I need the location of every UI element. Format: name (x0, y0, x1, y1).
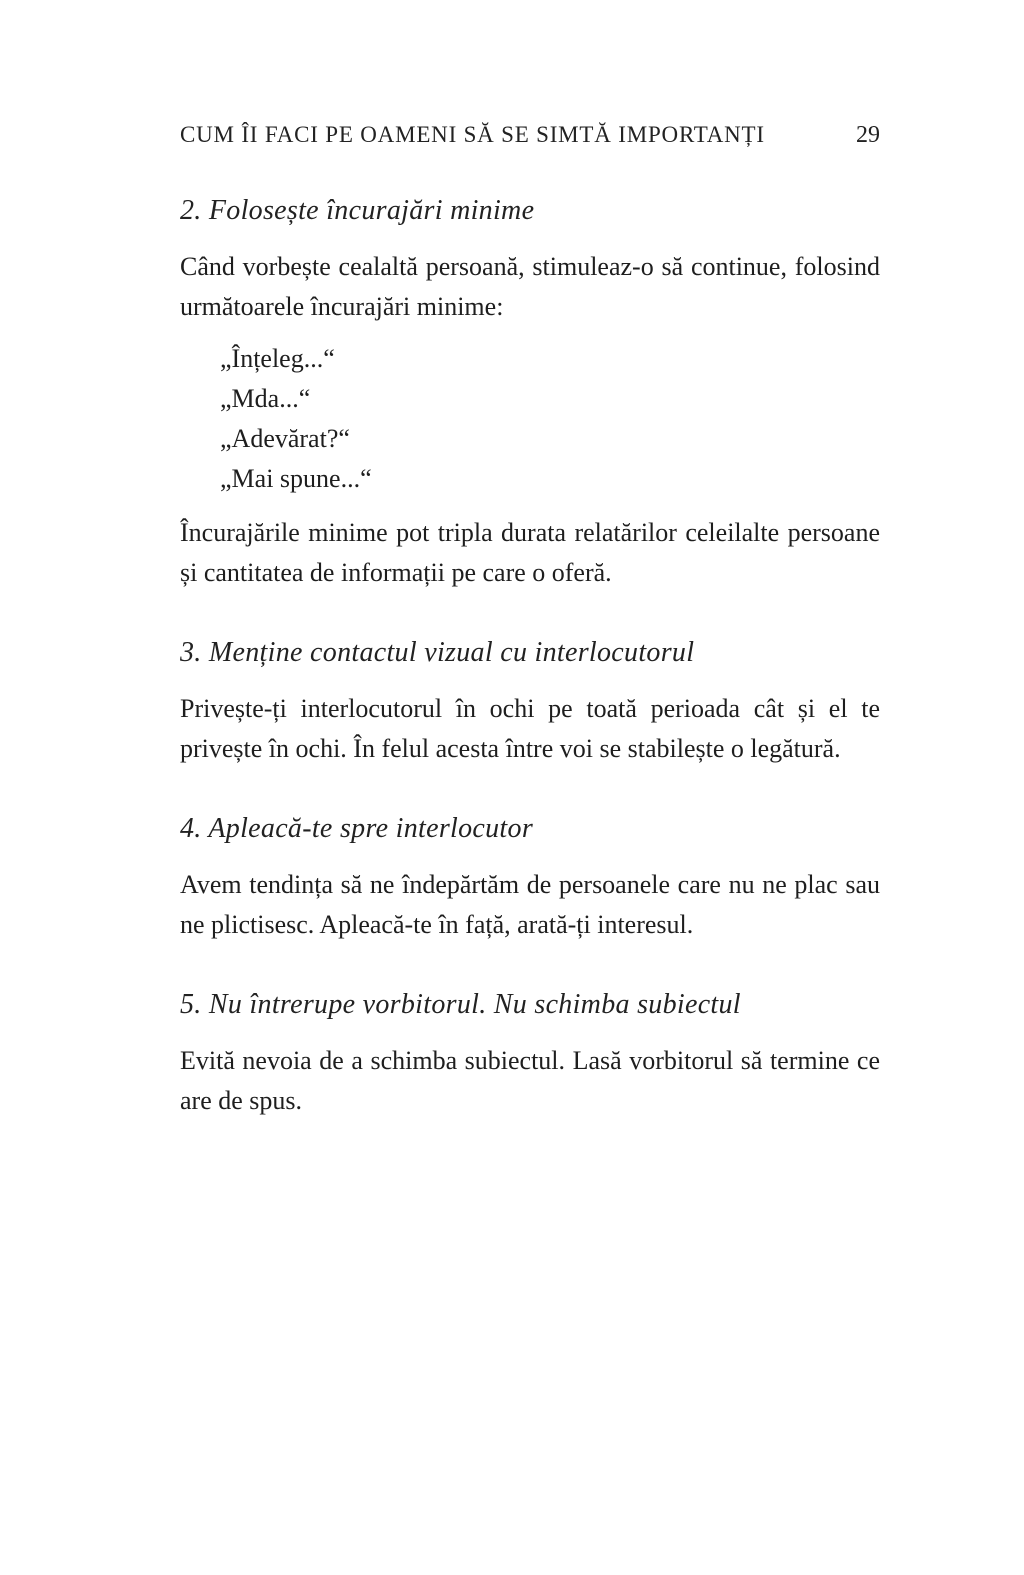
quote-line: „Înțeleg...“ (220, 344, 335, 373)
page-number: 29 (856, 122, 880, 148)
section-no-interrupt (180, 989, 880, 1121)
quote-line: „Mda...“ (220, 384, 311, 413)
chapter-title: CUM ÎI FACI PE OAMENI SĂ SE SIMTĂ IMPORTANȚI (180, 122, 765, 147)
paragraph-outro-encouragements: Încurajările minime pot tripla durata relatărilor celeilalte persoane și cantitatea de informații pe care o oferă. (180, 518, 880, 587)
text-column (180, 0, 880, 1121)
running-header (180, 0, 880, 149)
section-heading-3: 3. Menține contactul vizual cu interlocutorul (180, 637, 695, 668)
section-heading-4: 4. Apleacă-te spre interlocutor (180, 813, 534, 844)
paragraph-no-interrupt: Evită nevoia de a schimba subiectul. Lasă vorbitorul să termine ce are de spus. (180, 1046, 880, 1115)
section-minimal-encouragements (180, 195, 880, 593)
quote-line: „Mai spune...“ (220, 464, 372, 493)
section-heading-2: 2. Folosește încurajări minime (180, 195, 535, 226)
paragraph-intro-encouragements: Când vorbește cealaltă persoană, stimuleaz-o să continue, folosind următoarele încurajări minime: (180, 252, 880, 321)
quote-line: „Adevărat?“ (220, 424, 350, 453)
paragraph-lean-in: Avem tendința să ne îndepărtăm de persoanele care nu ne plac sau ne plictisesc. Apleacă-te în față, arată-ți interesul. (180, 870, 880, 939)
paragraph-eye-contact: Privește-ți interlocutorul în ochi pe toată perioada cât și el te privește în ochi. În felul acesta între voi se stabilește o legătură. (180, 694, 880, 763)
encouragement-quote-list (220, 339, 880, 499)
section-lean-in (180, 813, 880, 945)
section-eye-contact (180, 637, 880, 769)
section-heading-5: 5. Nu întrerupe vorbitorul. Nu schimba subiectul (180, 989, 741, 1020)
